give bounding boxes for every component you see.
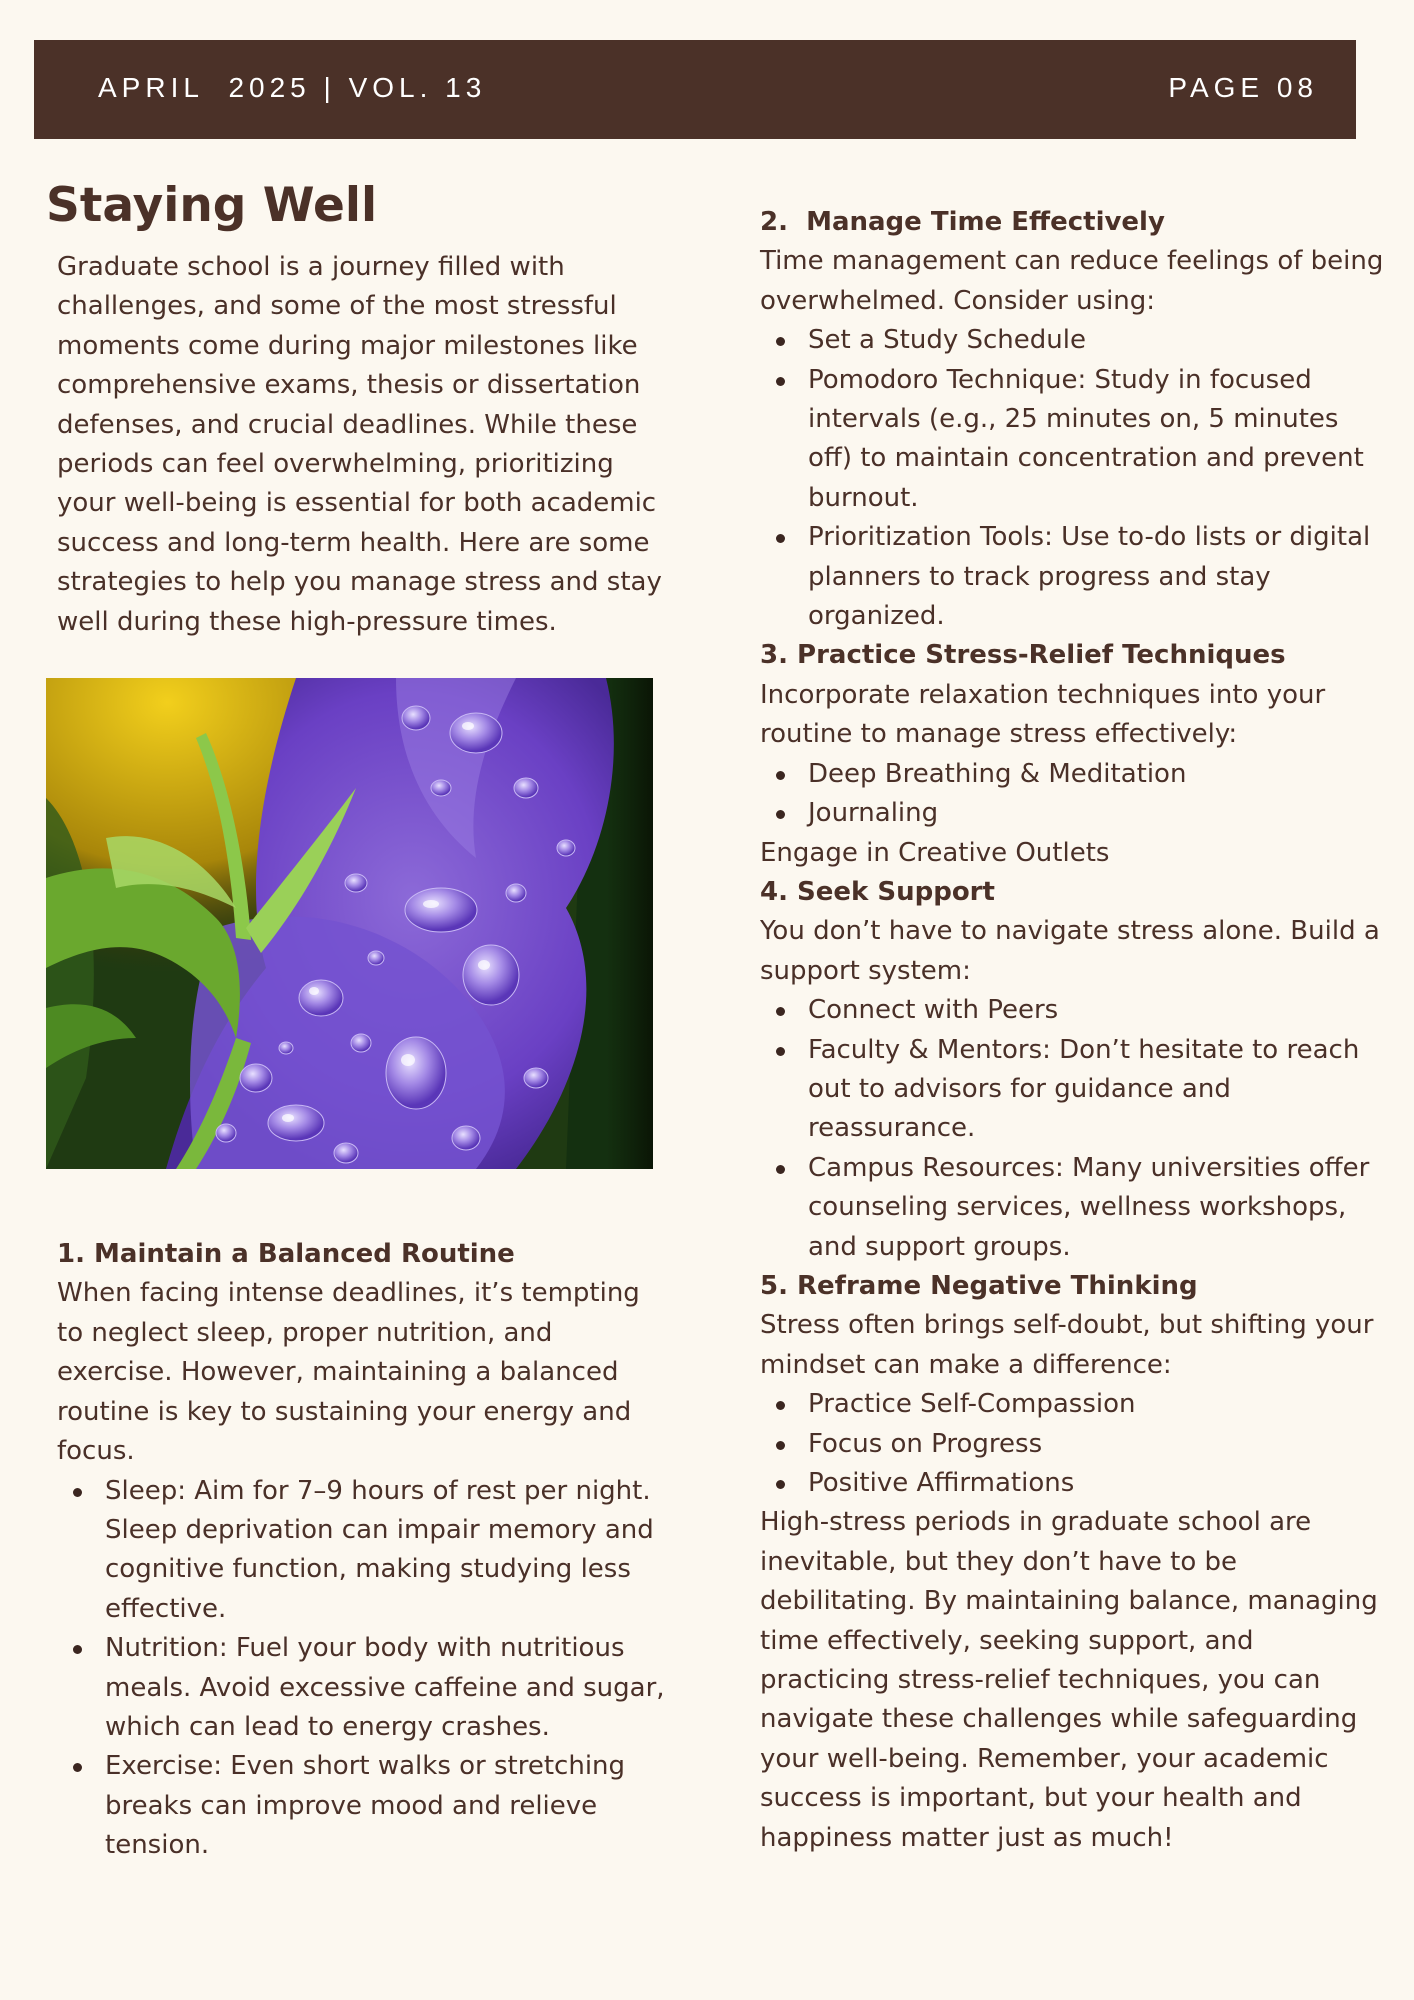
section-stress-relief [760,636,1390,872]
list-item: Pomodoro Technique: Study in focused intervals (e.g., 25 minutes on, 5 minutes off) to maintain concentration and prevent burnout. [760,361,1390,519]
section-title: 5. Reframe Negative Thinking [760,1270,1198,1301]
flower-photo [46,678,653,1169]
section-text: You don’t have to navigate stress alone. Build a support system: [760,916,1380,986]
section-title: 2. Manage Time Effectively [760,207,1165,237]
list-item: Set a Study Schedule [760,321,1390,360]
right-column [760,203,1390,1858]
list-item: Faculty & Mentors: Don’t hesitate to reach out to advisors for guidance and reassurance. [760,1031,1390,1149]
list-item: Exercise: Even short walks or stretching breaks can improve mood and relieve tension. [57,1747,667,1865]
section-text: Incorporate relaxation techniques into your routine to manage stress effectively: [760,679,1326,750]
page-title: Staying Well [46,178,378,233]
section-manage-time [760,203,1390,636]
list-item: Connect with Peers [760,991,1390,1030]
page-number: PAGE 08 [1168,72,1318,103]
conclusion-paragraph: High-stress periods in graduate school are inevitable, but they don’t have to be debilitating. By maintaining balance, managing time effectively, seeking support, and practicing stress-relief techniques, you can navigate these challenges while safeguarding your well-being. Remember, your academic success is important, but your health and happiness matter just as much! [760,1507,1378,1853]
section-reframe-thinking [760,1267,1390,1503]
list-item: Positive Affirmations [760,1464,1390,1503]
list-item: Campus Resources: Many universities offer counseling services, wellness workshops, and support groups. [760,1149,1390,1267]
list-item: Focus on Progress [760,1425,1390,1464]
bullet-list [760,321,1390,636]
bullet-list [760,1385,1390,1503]
bullet-list [760,991,1390,1267]
list-item: Journaling [760,794,1390,833]
list-item: Nutrition: Fuel your body with nutritious meals. Avoid excessive caffeine and sugar, which can lead to energy crashes. [57,1629,667,1747]
section-text: When facing intense deadlines, it’s tempting to neglect sleep, proper nutrition, and exercise. However, maintaining a balanced routine is key to sustaining your energy and focus. [57,1278,640,1467]
intro-paragraph: Graduate school is a journey filled with challenges, and some of the most stressful moments come during major milestones like comprehensive exams, thesis or dissertation defenses, and crucial deadlines. While these periods can feel overwhelming, prioritizing your well-being is essential for both academic success and long-term health. Here are some strategies to help you manage stress and stay well during these high-pressure times. [57,252,662,637]
section-balanced-routine [57,1235,667,1866]
left-column [46,176,676,1866]
issue-date-volume: APRIL 2025 | VOL. 13 [98,72,487,103]
section-title: 4. Seek Support [760,876,995,907]
section-title: 3. Practice Stress-Relief Techniques [760,640,1286,671]
section-seek-support [760,873,1390,1267]
section-text: Stress often brings self-doubt, but shifting your mindset can make a difference: [760,1310,1374,1380]
bullet-list [57,1472,667,1866]
section-title: 1. Maintain a Balanced Routine [57,1239,515,1270]
header-band [34,40,1356,139]
list-item: Practice Self-Compassion [760,1385,1390,1424]
list-item: Deep Breathing & Meditation [760,755,1390,794]
section-text-after: Engage in Creative Outlets [760,837,1110,868]
bullet-list [760,755,1390,834]
list-item: Prioritization Tools: Use to-do lists or digital planners to track progress and stay organized. [760,518,1390,636]
list-item: Sleep: Aim for 7–9 hours of rest per night. Sleep deprivation can impair memory and cognitive function, making studying less effective. [57,1472,667,1630]
section-text: Time management can reduce feelings of being overwhelmed. Consider using: [760,246,1384,316]
